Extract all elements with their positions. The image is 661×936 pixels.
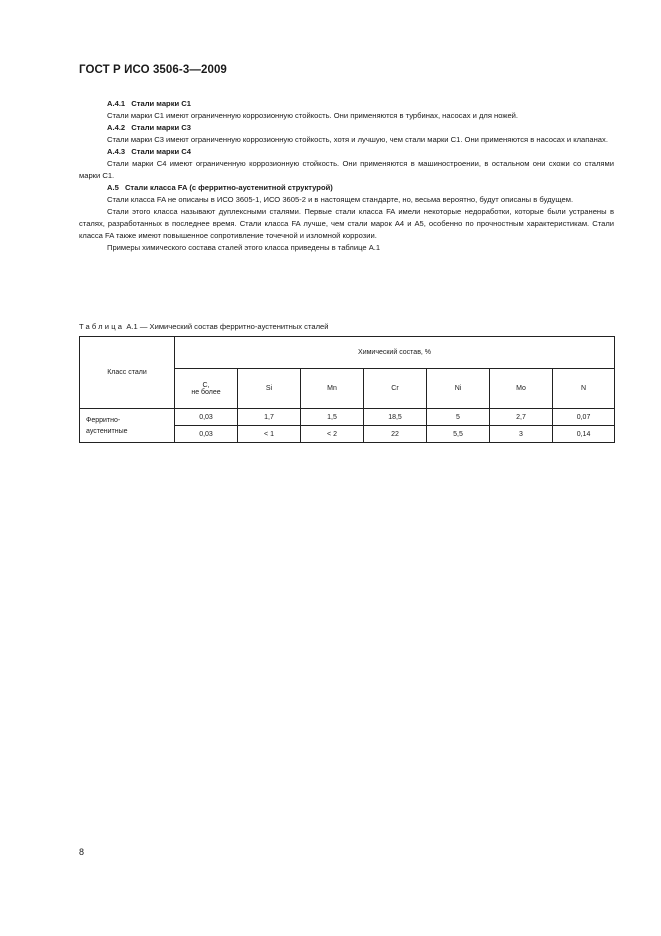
column-header-c-line1: C, [202, 381, 210, 389]
table-cell: < 2 [301, 426, 364, 443]
table-cell: 22 [364, 426, 427, 443]
table-row [80, 409, 615, 426]
table-cell: 2,7 [490, 409, 553, 426]
section-title: Стали марки С1 [131, 99, 191, 108]
section-number: А.5 [107, 183, 119, 192]
section-heading-a42 [79, 122, 614, 134]
table-cell: 0,03 [175, 409, 238, 426]
table-cell: 18,5 [364, 409, 427, 426]
paragraph: Стали марки С4 имеют ограниченную коррозионную стойкость. Они применяются в машиностроении, в остальном они схожи со сталями марки С1. [79, 159, 614, 180]
document-header: ГОСТ Р ИСО 3506-3—2009 [79, 64, 227, 76]
table-cell: 3 [490, 426, 553, 443]
page-number: 8 [79, 847, 85, 857]
table-cell: < 1 [238, 426, 301, 443]
paragraph: Стали класса FA не описаны в ИСО 3605-1, ИСО 3605-2 и в настоящем стандарте, но, весьма вероятно, будут описаны в будущем. [107, 195, 574, 204]
table-cell: 0,14 [553, 426, 615, 443]
paragraph: Стали этого класса называют дуплексными сталями. Первые стали класса FA имели некоторые недоработки, которые были устранены в сталях, разработанных в последнее время. Стали класса FA лучше, чем стали марок А4 и А5, особенно по прочностным характеристикам. Стали класса FA также имеют повышенное сопротивление точечной и изломной коррозии. [79, 207, 614, 240]
column-header-n: N [553, 369, 615, 409]
column-header-cr: Cr [364, 369, 427, 409]
section-number: А.4.2 [107, 123, 126, 132]
section-heading-a43 [79, 146, 614, 158]
section-number: А.4.3 [107, 147, 126, 156]
section-heading-a41 [79, 98, 614, 110]
table-cell: 0,03 [175, 426, 238, 443]
document-body [79, 98, 614, 254]
table-cell: 0,07 [553, 409, 615, 426]
paragraph: Стали марки С3 имеют ограниченную коррозионную стойкость, хотя и лучшую, чем стали марки С1. Они применяются в насосах и клапанах. [107, 135, 608, 144]
column-header-mo: Mo [490, 369, 553, 409]
section-number: А.4.1 [107, 99, 126, 108]
chemical-composition-table [79, 336, 615, 443]
column-header-si: Si [238, 369, 301, 409]
table-cell: 5 [427, 409, 490, 426]
table-cell: 5,5 [427, 426, 490, 443]
table-caption [79, 322, 328, 331]
paragraph: Стали марки С1 имеют ограниченную коррозионную стойкость. Они применяются в турбинах, насосах и для ножей. [107, 111, 519, 120]
section-title: Стали класса FA (с ферритно-аустенитной структурой) [124, 183, 333, 192]
class-header-cell: Класс стали [80, 337, 175, 409]
column-header-ni: Ni [427, 369, 490, 409]
paragraph: Примеры химического состава сталей этого класса приведены в таблице А.1 [107, 243, 381, 252]
column-header-c-line2: не более [191, 388, 221, 396]
column-header-c [175, 369, 238, 409]
section-heading-a5 [79, 182, 614, 194]
steel-class-line2: аустенитные [86, 427, 128, 435]
section-title: Стали марки С4 [131, 147, 191, 156]
table-header-row [80, 337, 615, 369]
table-caption-text: А.1 — Химический состав ферритно-аустенитных сталей [126, 322, 329, 331]
table-cell: 1,7 [238, 409, 301, 426]
section-title: Стали марки С3 [131, 123, 191, 132]
steel-class-cell [80, 409, 175, 443]
table-cell: 1,5 [301, 409, 364, 426]
column-header-mn: Mn [301, 369, 364, 409]
steel-class-line1: Ферритно- [86, 416, 121, 424]
table-caption-prefix: Таблица [79, 322, 125, 331]
group-header-cell: Химический состав, % [175, 337, 615, 369]
